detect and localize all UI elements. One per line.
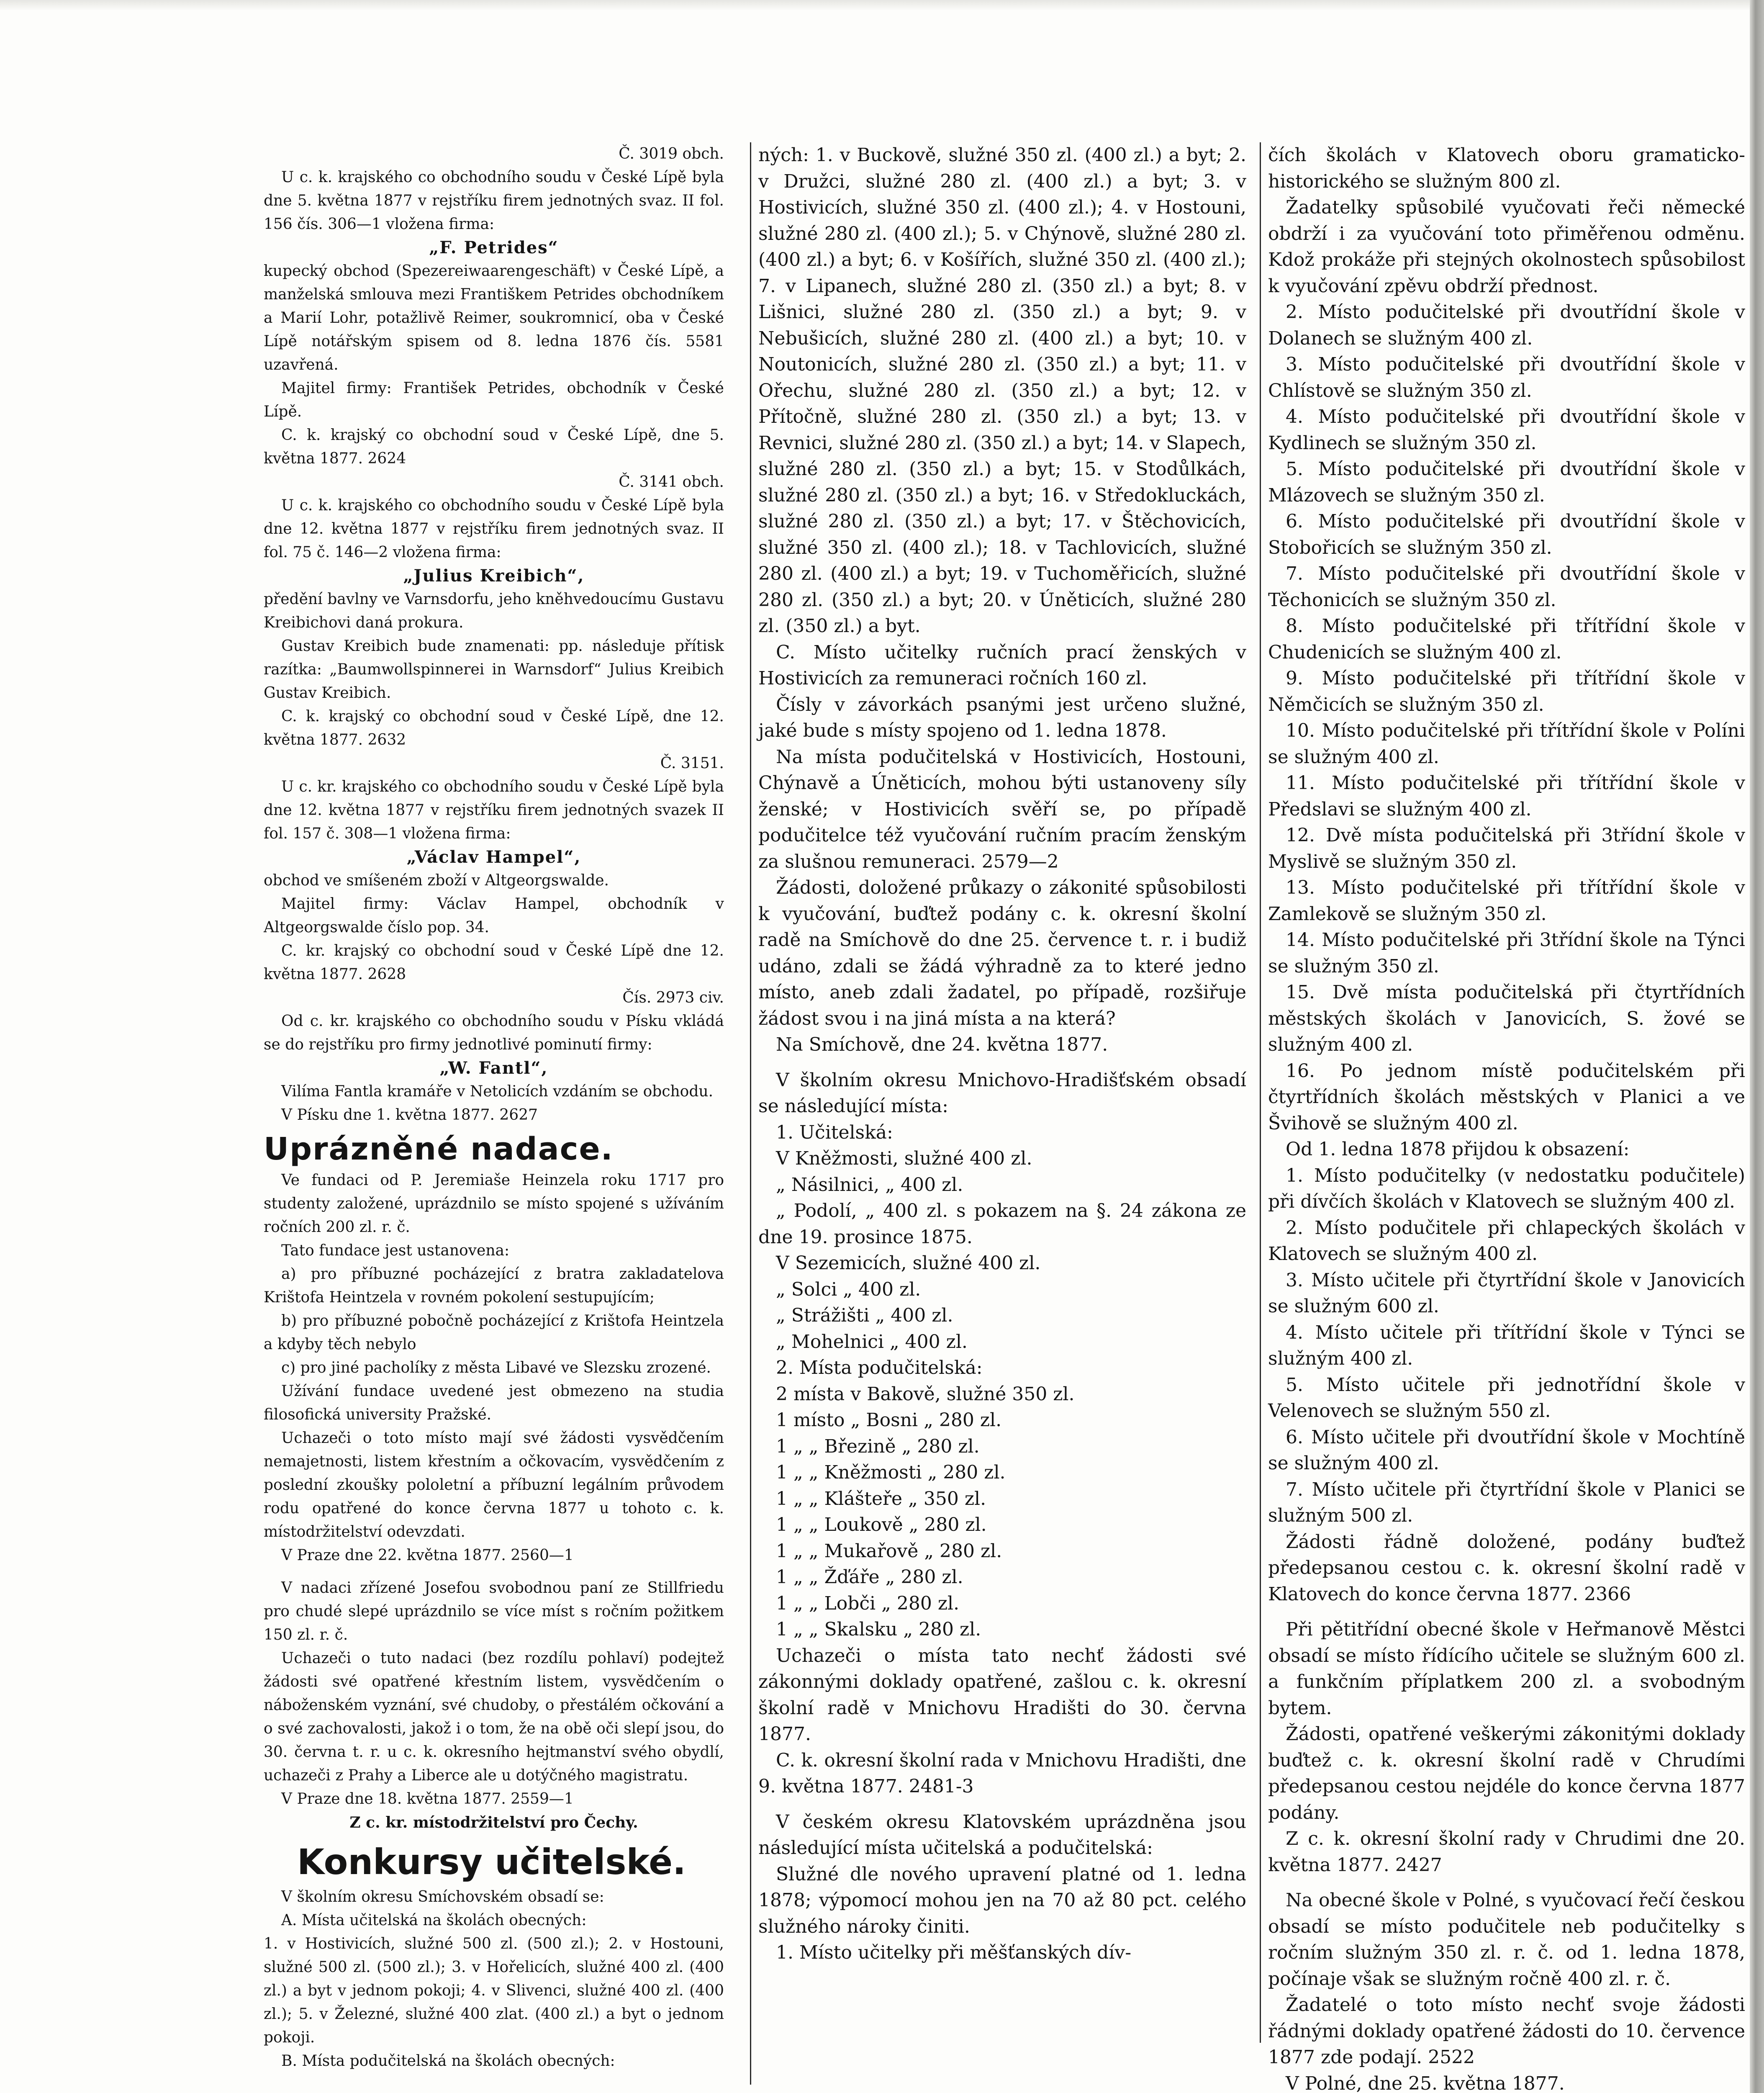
paragraph: A. Místa učitelská na školách obecných: bbox=[281, 1912, 587, 1929]
paragraph: 1 „ „ Kněžmosti „ 280 zl. bbox=[776, 1462, 1006, 1483]
separator bbox=[264, 1567, 724, 1576]
column-2 bbox=[758, 142, 1246, 2080]
paragraph: 3. Místo učitele při čtyrtřídní škole v Janovicích se služným 600 zl. bbox=[1268, 1269, 1745, 1317]
paragraph: 12. Dvě místa podučitelská při 3třídní škole v Myslivě se služným 350 zl. bbox=[1268, 825, 1745, 872]
paragraph: 1. Učitelská: bbox=[776, 1121, 893, 1143]
paragraph: 11. Místo podučitelské při třítřídní škole v Předslavi se služným 400 zl. bbox=[1268, 772, 1745, 820]
paragraph: Čísly v závorkách psanými jest určeno služné, jaké bude s místy spojeno od 1. ledna 1878. bbox=[758, 694, 1246, 741]
paragraph: ných: 1. v Buckově, služné 350 zl. (400 zl.) a byt; 2. v Družci, služné 280 zl. (400 zl.) a byt; 3. v Hostivicích, služné 350 zl. (400 zl.); 4. v Hostouni, služné 280 zl. (400 zl.); 5. v Chýnově, služné 280 zl. (400 zl.) a byt; 6. v Košířích, služné 350 zl. (400 zl.); 7. v Lipanech, služné 280 zl. (350 zl.) a byt; 8. v Lišnici, služné 280 zl. (350 zl.) a byt; 9. v Nebušicích, služné 280 zl. (400 zl.) a byt; 10. v Noutonicích, služné 280 zl. (350 zl.) a byt; 11. v Ořechu, služné 280 zl. (350 zl.) a byt; 12. v Přítočně, služné 280 zl. (350 zl.) a byt; 13. v Revnici, služné 280 zl. (350 zl.) a byt; 14. v Slapech, služné 280 zl. (350 zl.) a byt; 15. v Stodůlkách, služné 280 zl. (350 zl.) a byt; 16. v Středokluckách, služné 280 zl. (350 zl.) a byt; 17. v Štěchovicích, služné 350 zl. (400 zl.); 18. v Tachlovicích, služné 280 zl. (400 zl.) a byt; 19. v Tuchoměřicích, služné 280 zl. (350 zl.) a byt; 20. v Úněticích, služné 280 zl. (350 zl.) a byt. bbox=[758, 144, 1246, 637]
paragraph: Majitel firmy: Václav Hampel, obchodník v Altgeorgswalde číslo pop. 34. bbox=[264, 895, 724, 936]
paragraph: 9. Místo podučitelské při třítřídní škole v Němčicích se služným 350 zl. bbox=[1268, 668, 1745, 715]
paragraph: 6. Místo podučitelské při dvoutřídní škole v Stobořicích se služným 350 zl. bbox=[1268, 511, 1745, 558]
firm-name: „W. Fantl“, bbox=[439, 1058, 548, 1078]
paragraph: 14. Místo podučitelské při 3třídní škole na Týnci se služným 350 zl. bbox=[1268, 929, 1745, 977]
paragraph: Uchazeči o toto místo mají své žádosti vysvědčením nemajetnosti, listem křestním a očkovacím, vysvědčením z poslední zkoušky pololetní a příbuzní legálním průvodem rodu opatřené do konce června 1877 u tohoto c. k. místodržitelství odevzdati. bbox=[264, 1430, 724, 1540]
paragraph: C. Místo učitelky ručních prací ženských v Hostivicích za remuneraci ročních 160 zl. bbox=[758, 641, 1246, 689]
paragraph: 2. Místo podučitele při chlapeckých školách v Klatovech se služným 400 zl. bbox=[1268, 1217, 1745, 1265]
paragraph: 4. Místo podučitelské při dvoutřídní škole v Kydlinech se služným 350 zl. bbox=[1268, 406, 1745, 454]
paragraph: čích školách v Klatovech oboru gramaticko-historického se služným 800 zl. bbox=[1268, 144, 1745, 192]
paragraph: c) pro jiné pacholíky z města Libavé ve Slezsku zrozené. bbox=[281, 1359, 711, 1376]
paragraph: 1 „ „ Skalsku „ 280 zl. bbox=[776, 1619, 981, 1640]
paragraph: Na Smíchově, dne 24. května 1877. bbox=[776, 1034, 1108, 1055]
reference-number: Čís. 2973 civ. bbox=[622, 989, 724, 1006]
paragraph: obchod ve smíšeném zboží v Altgeorgswalde. bbox=[264, 872, 609, 889]
paragraph: 1 „ „ Klášteře „ 350 zl. bbox=[776, 1488, 986, 1509]
reference-number: Č. 3019 obch. bbox=[619, 145, 724, 162]
paragraph: V školním okresu Smíchovském obsadí se: bbox=[281, 1888, 604, 1905]
paragraph: Služné dle nového upravení platné od 1. ledna 1878; výpomocí mohou jen na 70 až 80 pct. celého služného nároky činiti. bbox=[758, 1863, 1246, 1937]
paragraph: 7. Místo učitele při čtyrtřídní škole v Planici se služným 500 zl. bbox=[1268, 1478, 1745, 1526]
paragraph: 7. Místo podučitelské při dvoutřídní škole v Těchonicích se služným 350 zl. bbox=[1268, 563, 1745, 611]
paragraph: Od c. kr. krajského co obchodního soudu v Písku vkládá se do rejstříku pro firmy jednotlivé pominutí firmy: bbox=[264, 1013, 724, 1053]
section-heading: Uprázněné nadace. bbox=[264, 1131, 614, 1167]
paragraph: Tato fundace jest ustanovena: bbox=[281, 1242, 510, 1259]
paragraph: „ Mohelnici „ 400 zl. bbox=[776, 1331, 968, 1352]
scan-right-edge bbox=[1750, 0, 1764, 2093]
paragraph: 5. Místo učitele při jednotřídní škole v Velenovech se služným 550 zl. bbox=[1268, 1374, 1745, 1422]
paragraph: Od 1. ledna 1878 přijdou k obsazení: bbox=[1286, 1139, 1630, 1160]
paragraph: Ve fundaci od P. Jeremiaše Heinzela roku 1717 pro studenty založené, uprázdnilo se místo spojené s užíváním ročních 200 zl. r. č. bbox=[264, 1172, 724, 1236]
paragraph: kupecký obchod (Spezereiwaarengeschäft) v České Lípě, a manželská smlouva mezi Františkem Petrides obchodníkem a Marií Lohr, potažlivě Reimer, soukromnicí, oba v České Lípě notářským spisem od 8. ledna 1876 čís. 5581 uzavřená. bbox=[264, 262, 724, 373]
separator bbox=[758, 1800, 1246, 1809]
paragraph: 2. Místo podučitelské při dvoutřídní škole v Dolanech se služným 400 zl. bbox=[1268, 301, 1745, 349]
paragraph: C. k. krajský co obchodní soud v České Lípě, dne 12. května 1877. 2632 bbox=[264, 708, 724, 748]
paragraph: Majitel firmy: František Petrides, obchodník v České Lípě. bbox=[264, 380, 724, 420]
paragraph: 2 místa v Bakově, služné 350 zl. bbox=[776, 1383, 1075, 1405]
firm-name: „Julius Kreibich“, bbox=[403, 566, 585, 586]
paragraph: 8. Místo podučitelské při třítřídní škole v Chudenicích se služným 400 zl. bbox=[1268, 615, 1745, 663]
paragraph: 1. v Hostivicích, služné 500 zl. (500 zl.); 2. v Hostouni, služné 500 zl. (500 zl.); 3. v Hořelicích, služné 400 zl. (400 zl.) a byt v jednom pokoji; 4. v Slivenci, služné 400 zl. (400 zl.); 5. v Železné, služné 400 zlat. (400 zl.) a byt o jednom pokoji. bbox=[264, 1935, 724, 2046]
paragraph: U c. kr. krajského co obchodního soudu v České Lípě byla dne 12. května 1877 v rejstříku firem jednotných svazek II fol. 157 č. 308—1 vložena firma: bbox=[264, 778, 724, 842]
paragraph: 13. Místo podučitelské při třítřídní škole v Zamlekově se služným 350 zl. bbox=[1268, 877, 1745, 925]
paragraph: 6. Místo učitele při dvoutřídní škole v Mochtíně se služným 400 zl. bbox=[1268, 1426, 1745, 1474]
paragraph: „ Strážišti „ 400 zl. bbox=[776, 1305, 953, 1326]
paragraph: 16. Po jednom místě podučitelském při čtyrtřídních školách městských v Planici a ve Švihově se služným 400 zl. bbox=[1268, 1060, 1745, 1134]
paragraph: V českém okresu Klatovském uprázdněna jsou následující místa učitelská a podučitelská: bbox=[758, 1811, 1246, 1859]
paragraph: Žádosti, doložené průkazy o zákonité spůsobilosti k vyučování, buďtež podány c. k. okresní školní radě na Smíchově do dne 25. července t. r. i budiž udáno, zdali se žádá výhradně za to které jedno místo, aneb zdali žadatel, po případě, rozšiřuje žádost svou i na jiná místa a na která? bbox=[758, 877, 1246, 1029]
paragraph: b) pro příbuzné pobočně pocházející z Krištofa Heintzela a kdyby těch nebylo bbox=[264, 1312, 724, 1353]
paragraph: Žádosti, opatřené veškerými zákonitými doklady buďtež c. k. okresní školní radě v Chrudími předepsanou cestou nejdéle do konce června 1877 podány. bbox=[1268, 1723, 1745, 1823]
paragraph: Gustav Kreibich bude znamenati: pp. následuje přítisk razítka: „Baumwollspinnerei in Warnsdorf“ Julius Kreibich Gustav Kreibich. bbox=[264, 638, 724, 702]
paragraph: 15. Dvě místa podučitelská při čtyrtřídních městských školách v Janovicích, S. žové se služným 400 zl. bbox=[1268, 982, 1745, 1055]
paragraph: C. kr. krajský co obchodní soud v České Lípě dne 12. května 1877. 2628 bbox=[264, 942, 724, 983]
paragraph: 2. Místa podučitelská: bbox=[776, 1357, 983, 1378]
paragraph: Uchazeči o místa tato nechť žádosti své zákonnými doklady opatřené, zašlou c. k. okresní školní radě v Mnichovu Hradišti do 30. června 1877. bbox=[758, 1645, 1246, 1745]
column-rule-1 bbox=[750, 142, 751, 2085]
paragraph: V Sezemicích, služné 400 zl. bbox=[776, 1252, 1041, 1274]
paragraph: předění bavlny ve Varnsdorfu, jeho kněhvedoucímu Gustavu Kreibichovi daná prokura. bbox=[264, 591, 724, 631]
paragraph: Užívání fundace uvedené jest obmezeno na studia filosofická university Pražské. bbox=[264, 1383, 724, 1423]
paragraph: V školním okresu Mnichovo-Hradišťském obsadí se následující místa: bbox=[758, 1069, 1246, 1117]
paragraph: 1 „ „ Loukově „ 280 zl. bbox=[776, 1514, 987, 1535]
paragraph: 5. Místo podučitelské při dvoutřídní škole v Mlázovech se služným 350 zl. bbox=[1268, 458, 1745, 506]
column-3 bbox=[1268, 142, 1745, 2093]
paragraph: V Polné, dne 25. května 1877. bbox=[1286, 2072, 1565, 2093]
paragraph: Z c. k. okresní školní rady v Chrudimi dne 20. května 1877. 2427 bbox=[1268, 1828, 1745, 1876]
separator bbox=[1268, 1878, 1745, 1887]
paragraph: V Písku dne 1. května 1877. 2627 bbox=[281, 1106, 538, 1124]
paragraph: a) pro příbuzné pocházející z bratra zakladatelova Krištofa Heintzela v rovném pokolení sestupujícím; bbox=[264, 1265, 724, 1306]
paragraph: 1. Místo učitelky při měšťanských dív- bbox=[776, 1942, 1132, 1963]
paragraph: V Praze dne 18. května 1877. 2559—1 bbox=[281, 1790, 574, 1808]
paragraph: U c. k. krajského co obchodního soudu v České Lípě byla dne 12. května 1877 v rejstříku firem jednotných svaz. II fol. 75 č. 146—2 vložena firma: bbox=[264, 497, 724, 561]
paragraph: 1 „ „ Mukařově „ 280 zl. bbox=[776, 1540, 1002, 1562]
paragraph: Na obecné škole v Polné, s vyučovací řečí českou obsadí se místo podučitele neb podučitelky s ročním služným 350 zl. r. č. od 1. ledna 1878, počínaje však se služným ročně 400 zl. r. č. bbox=[1268, 1890, 1745, 1990]
paragraph: Při pětitřídní obecné škole v Heřmanově Městci obsadí se místo řídícího učitele se služným 600 zl. a funkčním příplatkem 200 zl. a svobodným bytem. bbox=[1268, 1619, 1745, 1719]
paragraph: C. k. krajský co obchodní soud v České Lípě, dne 5. května 1877. 2624 bbox=[264, 427, 724, 467]
separator bbox=[758, 1058, 1246, 1067]
paragraph: Vilíma Fantla kramáře v Netolicích vzdáním se obchodu. bbox=[281, 1083, 714, 1100]
paragraph: V nadaci zřízené Josefou svobodnou paní ze Stillfriedu pro chudé slepé uprázdnilo se více míst s ročním požitkem 150 zl. r. č. bbox=[264, 1579, 724, 1643]
paragraph: 3. Místo podučitelské při dvoutřídní škole v Chlístově se služným 350 zl. bbox=[1268, 354, 1745, 401]
separator bbox=[1268, 1607, 1745, 1617]
section-heading: Konkursy učitelské. bbox=[297, 1841, 686, 1882]
firm-name: „F. Petrides“ bbox=[429, 238, 559, 257]
paragraph: „ Podolí, „ 400 zl. s pokazem na §. 24 zákona ze dne 19. prosince 1875. bbox=[758, 1200, 1246, 1248]
paragraph: U c. k. krajského co obchodního soudu v České Lípě byla dne 5. května 1877 v rejstříku firem jednotných svaz. II fol. 156 čís. 306—1 vložena firma: bbox=[264, 169, 724, 233]
paragraph: 1 místo „ Bosni „ 280 zl. bbox=[776, 1409, 1002, 1431]
reference-number: Č. 3151. bbox=[660, 755, 724, 772]
paragraph: 1 „ „ Žďáře „ 280 zl. bbox=[776, 1566, 963, 1588]
paragraph: 4. Místo učitele při třítřídní škole v Týnci se služným 400 zl. bbox=[1268, 1322, 1745, 1369]
paragraph: „ Násilnici, „ 400 zl. bbox=[776, 1174, 963, 1196]
column-rule-2 bbox=[1260, 142, 1261, 2043]
paragraph: C. k. okresní školní rada v Mnichovu Hradišti, dne 9. května 1877. 2481-3 bbox=[758, 1749, 1246, 1797]
paragraph: 10. Místo podučitelské při třítřídní škole v Políni se služným 400 zl. bbox=[1268, 720, 1745, 768]
centered-line: Z c. kr. místodržitelství pro Čechy. bbox=[349, 1814, 638, 1831]
paragraph: V Kněžmosti, služné 400 zl. bbox=[776, 1148, 1032, 1169]
paragraph: 1 „ „ Březině „ 280 zl. bbox=[776, 1435, 980, 1457]
paragraph: Uchazeči o tuto nadaci (bez rozdílu pohlaví) podejtež žádosti své opatřené křestním listem, vysvědčením o náboženském vyznání, své chudoby, o přestálém očkování a o své zachovalosti, jakož i o tom, že na obě oči slepí jsou, do 30. června t. r. u c. k. okresního hejtmanství svého obydlí, uchazeči z Prahy a Liberce ale u dotýčného magistratu. bbox=[264, 1650, 724, 1784]
paragraph: V Praze dne 22. května 1877. 2560—1 bbox=[281, 1547, 574, 1564]
column-1 bbox=[264, 142, 724, 2073]
scan-top-strip bbox=[0, 0, 1750, 11]
paragraph: Žadatelky spůsobilé vyučovati řeči německé obdrží i za vyučování toto přiměřenou odměnu. Kdož prokáže při stejných okolnostech spůsobilost k vyučování zpěvu obdrží přednost. bbox=[1268, 197, 1745, 297]
paragraph: Na místa podučitelská v Hostivicích, Hostouni, Chýnavě a Úněticích, mohou býti ustanoveny síly ženské; v Hostivicích svěří se, po případě podučitelce též vyučování ručním pracím ženským za slušnou remuneraci. 2579—2 bbox=[758, 746, 1246, 872]
firm-name: „Václav Hampel“, bbox=[406, 847, 581, 867]
paragraph: „ Solci „ 400 zl. bbox=[776, 1278, 921, 1300]
paragraph: Žádosti řádně doložené, podány buďtež předepsanou cestou c. k. okresní školní radě v Klatovech do konce června 1877. 2366 bbox=[1268, 1531, 1745, 1605]
paragraph: 1. Místo podučitelky (v nedostatku podučitele) při dívčích školách v Klatovech se služným 400 zl. bbox=[1268, 1165, 1745, 1212]
paragraph: B. Místa podučitelská na školách obecných: bbox=[281, 2052, 615, 2070]
paragraph: Žadatelé o toto místo nechť svoje žádosti řádnými doklady opatřené žádosti do 10. července 1877 zde podají. 2522 bbox=[1268, 1994, 1745, 2068]
paragraph: 1 „ „ Lobči „ 280 zl. bbox=[776, 1592, 960, 1614]
reference-number: Č. 3141 obch. bbox=[619, 473, 724, 491]
